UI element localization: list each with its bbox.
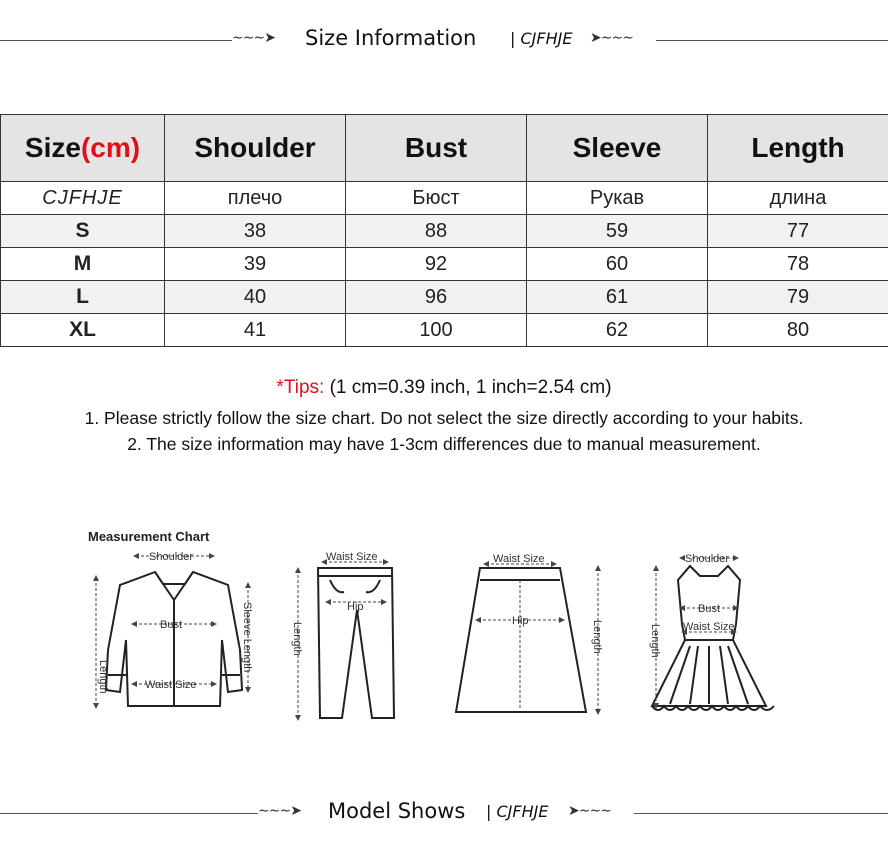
footer-brand-text: CJFHJE <box>496 802 549 821</box>
unit-label: (cm) <box>80 132 141 163</box>
size-label: M <box>1 248 165 281</box>
sub-bust: Бюст <box>346 182 527 215</box>
sub-shoulder: плечо <box>165 182 346 215</box>
col-header-bust: Bust <box>346 115 527 182</box>
pants-waist-label: Waist Size <box>326 551 378 563</box>
shirt-shoulder-label: Shoulder <box>149 551 194 563</box>
tips-label: *Tips: <box>276 377 325 398</box>
table-cell: 41 <box>165 314 346 347</box>
dress-length-label: Length <box>649 624 661 658</box>
banner-line-right <box>656 40 888 41</box>
size-table <box>0 114 888 347</box>
table-cell: 78 <box>708 248 888 281</box>
banner-brand: | CJFHJE <box>510 29 573 48</box>
pants-illustration <box>318 568 394 718</box>
table-cell: 92 <box>346 248 527 281</box>
table-cell: 39 <box>165 248 346 281</box>
size-label: XL <box>1 314 165 347</box>
size-info-banner <box>0 26 888 56</box>
col-header-shoulder: Shoulder <box>165 115 346 182</box>
shirt-length-label: Length <box>97 660 109 694</box>
skirt-waist-label: Waist Size <box>493 553 545 565</box>
table-cell: 62 <box>527 314 708 347</box>
measurement-illustrations <box>0 540 888 730</box>
sub-sleeve: Рукав <box>527 182 708 215</box>
table-cell: 88 <box>346 215 527 248</box>
banner-line-right <box>634 813 888 814</box>
tips-conversion-text: (1 cm=0.39 inch, 1 inch=2.54 cm) <box>324 377 612 398</box>
table-cell: 59 <box>527 215 708 248</box>
shirt-bust-label: Bust <box>160 619 183 631</box>
table-row <box>1 215 888 248</box>
measurement-chart-title: Measurement Chart <box>88 529 210 544</box>
size-label: L <box>1 281 165 314</box>
dress-waist-label: Waist Size <box>683 621 735 633</box>
tips-conversion <box>0 377 888 399</box>
skirt-hip-label: Hip <box>512 615 529 627</box>
banner-line-left <box>0 40 232 41</box>
footer-title: Model Shows <box>328 799 466 823</box>
skirt-length-label: Length <box>591 620 603 654</box>
table-cell: 40 <box>165 281 346 314</box>
col-header-sleeve: Sleeve <box>527 115 708 182</box>
banner-brand-text: CJFHJE <box>520 29 573 48</box>
size-label: S <box>1 215 165 248</box>
tips-line-2: 2. The size information may have 1-3cm differences due to manual measurement. <box>127 434 761 454</box>
banner-title: Size Information <box>305 26 477 50</box>
size-table-header <box>1 115 888 182</box>
pants-length-label: Length <box>291 622 303 656</box>
table-cell: 79 <box>708 281 888 314</box>
flourish-left-icon: ∼∼∼➤ <box>232 30 275 46</box>
dress-shoulder-label: Shoulder <box>685 553 730 565</box>
table-row <box>1 281 888 314</box>
size-table-subheader <box>1 182 888 215</box>
pants-hip-label: Hip <box>347 601 364 613</box>
table-cell: 38 <box>165 215 346 248</box>
col-header-size: Size(cm) <box>1 115 165 182</box>
table-cell: 60 <box>527 248 708 281</box>
sub-length: длина <box>708 182 888 215</box>
table-cell: 80 <box>708 314 888 347</box>
shirt-waist-label: Waist Size <box>145 679 197 691</box>
shirt-sleeve-label: Sleeve Length <box>241 602 253 673</box>
dress-illustration <box>652 566 774 710</box>
table-cell: 100 <box>346 314 527 347</box>
flourish-right-icon: ➤∼∼∼ <box>590 30 633 46</box>
sub-brand: CJFHJE <box>1 182 165 215</box>
tips-line-1: 1. Please strictly follow the size chart. Do not select the size directly according to your habits. <box>84 408 804 428</box>
model-shows-banner <box>0 799 888 829</box>
col-header-length: Length <box>708 115 888 182</box>
table-row <box>1 314 888 347</box>
dress-bust-label: Bust <box>698 603 721 615</box>
table-cell: 96 <box>346 281 527 314</box>
table-cell: 61 <box>527 281 708 314</box>
banner-line-left <box>0 813 258 814</box>
footer-brand: | CJFHJE <box>486 802 549 821</box>
flourish-right-icon: ➤∼∼∼ <box>568 803 611 819</box>
flourish-left-icon: ∼∼∼➤ <box>258 803 301 819</box>
table-cell: 77 <box>708 215 888 248</box>
skirt-illustration <box>456 568 586 712</box>
table-row <box>1 248 888 281</box>
